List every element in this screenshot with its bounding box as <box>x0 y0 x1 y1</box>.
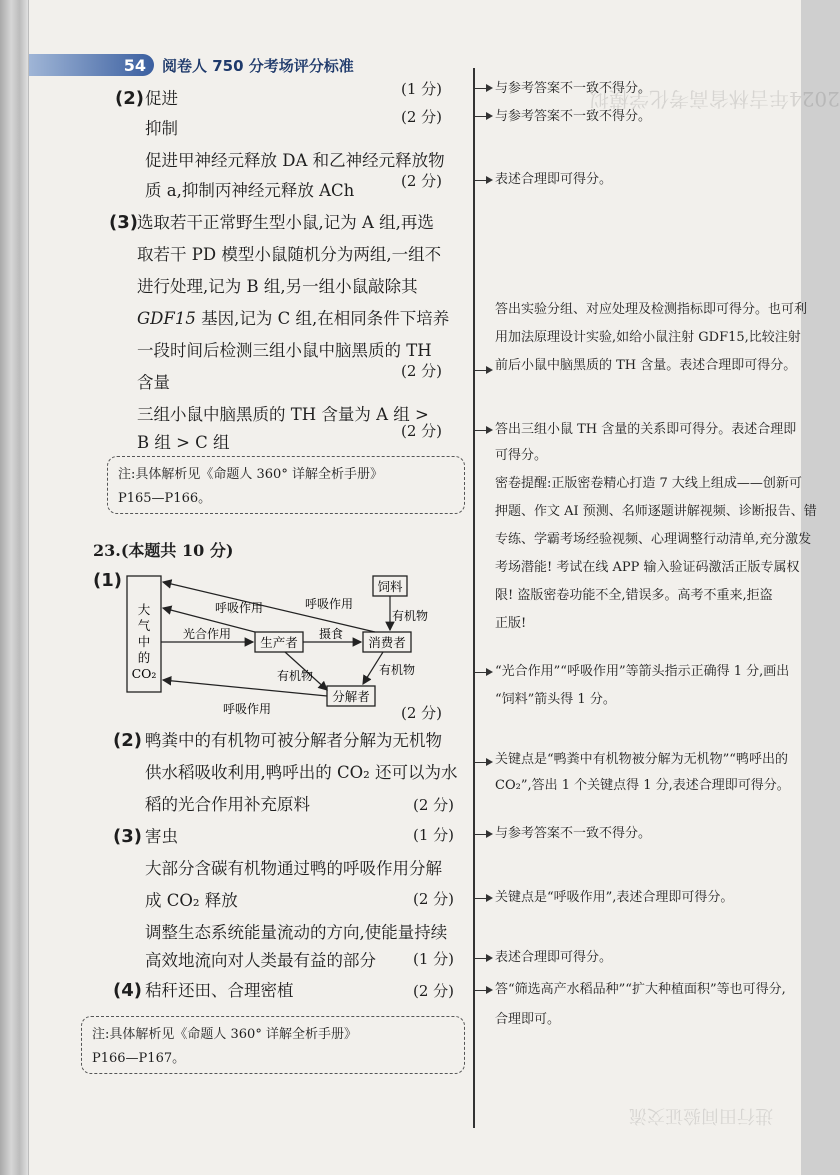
q22-p3-line4: GDF15 基因,记为 C 组,在相同条件下培养 <box>137 309 450 328</box>
q22-p3-line5: 一段时间后检测三组小鼠中脑黑质的 TH <box>137 341 432 360</box>
q23-p1-comment-line1: “光合作用”“呼吸作用”等箭头指示正确得 1 分,画出 <box>495 664 790 679</box>
comment-arrow <box>475 116 491 117</box>
q23-p1-score: (2 分) <box>401 704 443 722</box>
ad-line3: 专练、学霸考场经验视频、心理调整行动清单,充分激发 <box>495 532 812 547</box>
ad-line2: 押题、作文 AI 预测、名师逐题讲解视频、诊断报告、错 <box>495 504 817 519</box>
q23-p3-answer2-line1: 大部分含碳有机物通过鸭的呼吸作用分解 <box>145 859 442 878</box>
q23-p3-score2: (2 分) <box>413 890 455 908</box>
q22-p3-line7: 三组小鼠中脑黑质的 TH 含量为 A 组 > <box>137 405 429 424</box>
ad-line5: 限! 盗版密卷功能不全,错误多。高考不重来,拒盗 <box>495 588 773 603</box>
q23-reference-note <box>81 1016 465 1074</box>
q23-p3-answer1: 害虫 <box>145 827 178 846</box>
q22-p2-answer3-line2: 质 a,抑制丙神经元释放 ACh <box>145 181 355 200</box>
atmosphere-label-part: 中 <box>137 634 151 649</box>
q23-part3-number: (3) <box>113 826 142 847</box>
q23-p3-answer3-line2: 高效地流向对人类最有益的部分 <box>145 951 376 970</box>
comment-arrow <box>475 430 491 431</box>
q22-p2-comment2: 与参考答案不一致不得分。 <box>495 109 652 124</box>
comment-arrow <box>475 990 491 991</box>
page-header <box>29 52 354 78</box>
feed-label: 饲料 <box>377 579 403 594</box>
page-stack-edge <box>0 0 28 1175</box>
q23-p3-comment2: 关键点是“呼吸作用”,表述合理即可得分。 <box>495 890 734 905</box>
q22-p3-comment2-line1: 答出三组小鼠 TH 含量的关系即可得分。表述合理即 <box>495 422 797 437</box>
q22-reference-note <box>107 456 465 514</box>
q23-p3-answer2-line2: 成 CO₂ 释放 <box>145 891 238 910</box>
ad-line6: 正版! <box>495 616 527 631</box>
page-number: 54 <box>123 55 146 75</box>
q23-p4-answer: 秸秆还田、合理密植 <box>145 981 294 1000</box>
q23-p3-comment1: 与参考答案不一致不得分。 <box>495 826 652 841</box>
q22-p3-line1: 选取若干正常野生型小鼠,记为 A 组,再选 <box>137 213 434 232</box>
label-organic-feed: 有机物 <box>391 609 429 623</box>
q23-p2-line3: 稻的光合作用补充原料 <box>145 795 310 814</box>
q22-part2-number: (2) <box>115 88 144 109</box>
page-header-title: 阅卷人 750 分考场评分标准 <box>162 56 354 75</box>
book-page <box>28 0 840 1175</box>
q22-p3-score1: (2 分) <box>401 362 443 380</box>
q23-p3-score1: (1 分) <box>413 826 455 844</box>
q23-p3-score3: (1 分) <box>413 950 455 968</box>
q23-p3-answer3-line1: 调整生态系统能量流动的方向,使能量持续 <box>145 923 448 942</box>
label-photosynthesis: 光合作用 <box>182 627 232 641</box>
note-line: 注:具体解析见《命题人 360° 详解全析手册》 <box>118 467 383 482</box>
q23-p4-comment-line2: 合理即可。 <box>495 1012 561 1027</box>
q22-p2-answer3-line1: 促进甲神经元释放 DA 和乙神经元释放物 <box>145 151 445 170</box>
bleed-through-text: 进行田间验证交流 <box>629 1105 773 1126</box>
q22-p2-score2: (2 分) <box>401 108 443 126</box>
label-respiration-producer: 呼吸作用 <box>214 601 264 615</box>
q23-part2-number: (2) <box>113 730 142 751</box>
gene-name: GDF15 <box>137 309 196 328</box>
q22-p3-line8: B 组 > C 组 <box>137 433 230 452</box>
q22-p3-line6: 含量 <box>137 373 170 392</box>
q22-p2-answer1: 促进 <box>145 89 178 108</box>
q23-part1-number: (1) <box>93 570 122 591</box>
label-organic-consumer: 有机物 <box>378 663 416 677</box>
carbon-cycle-diagram <box>115 568 435 718</box>
q22-p3-comment2-line2: 可得分。 <box>495 448 548 463</box>
page-number-tab <box>29 54 154 76</box>
q23-p4-score: (2 分) <box>413 982 455 1000</box>
q23-p4-comment-line1: 答“筛选高产水稻品种”“扩大种植面积”等也可得分, <box>495 982 786 997</box>
comment-arrow <box>475 834 491 835</box>
label-respiration-consumer: 呼吸作用 <box>304 597 354 611</box>
q23-title: 23.(本题共 10 分) <box>93 541 234 560</box>
q23-p2-comment-line1: 关键点是“鸭粪中有机物被分解为无机物”“鸭呼出的 <box>495 752 788 767</box>
comment-divider <box>473 68 475 1128</box>
q22-p2-answer2: 抑制 <box>145 119 178 138</box>
q23-p1-comment-line2: “饲料”箭头得 1 分。 <box>495 692 616 707</box>
q22-p2-score1: (1 分) <box>401 80 443 98</box>
q22-p2-comment3: 表述合理即可得分。 <box>495 172 613 187</box>
q22-part3-number: (3) <box>109 212 138 233</box>
atmosphere-label <box>132 602 157 681</box>
q22-p3-comment1-line2: 用加法原理设计实验,如给小鼠注射 GDF15,比较注射 <box>495 330 801 345</box>
ad-line4: 考场潜能! 考试在线 APP 输入验证码激活正版专属权 <box>495 560 800 575</box>
q23-p2-score: (2 分) <box>413 796 455 814</box>
q22-p3-score2: (2 分) <box>401 422 443 440</box>
atmosphere-label-part: 的 <box>137 650 151 665</box>
label-organic-producer: 有机物 <box>276 669 314 683</box>
ad-line1: 密卷提醒:正版密卷精心打造 7 大线上组成——创新可 <box>495 476 802 491</box>
decomposer-label: 分解者 <box>332 689 370 704</box>
q23-p2-line1: 鸭粪中的有机物可被分解者分解为无机物 <box>145 731 442 750</box>
bleed-through-text: 2024年吉林省高考化学模拟 <box>589 87 840 111</box>
q22-p2-score3: (2 分) <box>401 172 443 190</box>
comment-arrow <box>475 958 491 959</box>
producer-label: 生产者 <box>260 635 298 650</box>
comment-arrow <box>475 88 491 89</box>
atmosphere-label-part: 气 <box>137 618 151 633</box>
q23-part4-number: (4) <box>113 980 142 1001</box>
comment-arrow <box>475 180 491 181</box>
comment-arrow <box>475 672 491 673</box>
q22-p3-comment1-line3: 前后小鼠中脑黑质的 TH 含量。表述合理即可得分。 <box>495 358 797 373</box>
comment-arrow <box>475 898 491 899</box>
q22-p2-comment1: 与参考答案不一致不得分。 <box>495 81 652 96</box>
consumer-label: 消费者 <box>368 635 406 650</box>
note-line: P165—P166。 <box>118 491 212 506</box>
q22-p3-line2: 取若干 PD 模型小鼠随机分为两组,一组不 <box>137 245 442 264</box>
note-line: 注:具体解析见《命题人 360° 详解全析手册》 <box>92 1027 357 1042</box>
q23-p2-line2: 供水稻吸收利用,鸭呼出的 CO₂ 还可以为水 <box>145 763 458 782</box>
comment-arrow <box>475 762 491 763</box>
q23-p2-comment-line2: CO₂”,答出 1 个关键点得 1 分,表述合理即可得分。 <box>495 778 790 793</box>
note-line: P166—P167。 <box>92 1051 186 1066</box>
atmosphere-label-part: CO₂ <box>131 666 157 681</box>
q22-p3-line3: 进行处理,记为 B 组,另一组小鼠敲除其 <box>137 277 418 296</box>
atmosphere-label-part: 大 <box>137 602 151 617</box>
comment-arrow <box>475 370 491 371</box>
q23-p3-comment3: 表述合理即可得分。 <box>495 950 613 965</box>
label-respiration-decomposer: 呼吸作用 <box>222 702 272 716</box>
label-predation: 摄食 <box>318 627 344 641</box>
q22-p3-comment1-line1: 答出实验分组、对应处理及检测指标即可得分。也可利 <box>495 302 808 317</box>
